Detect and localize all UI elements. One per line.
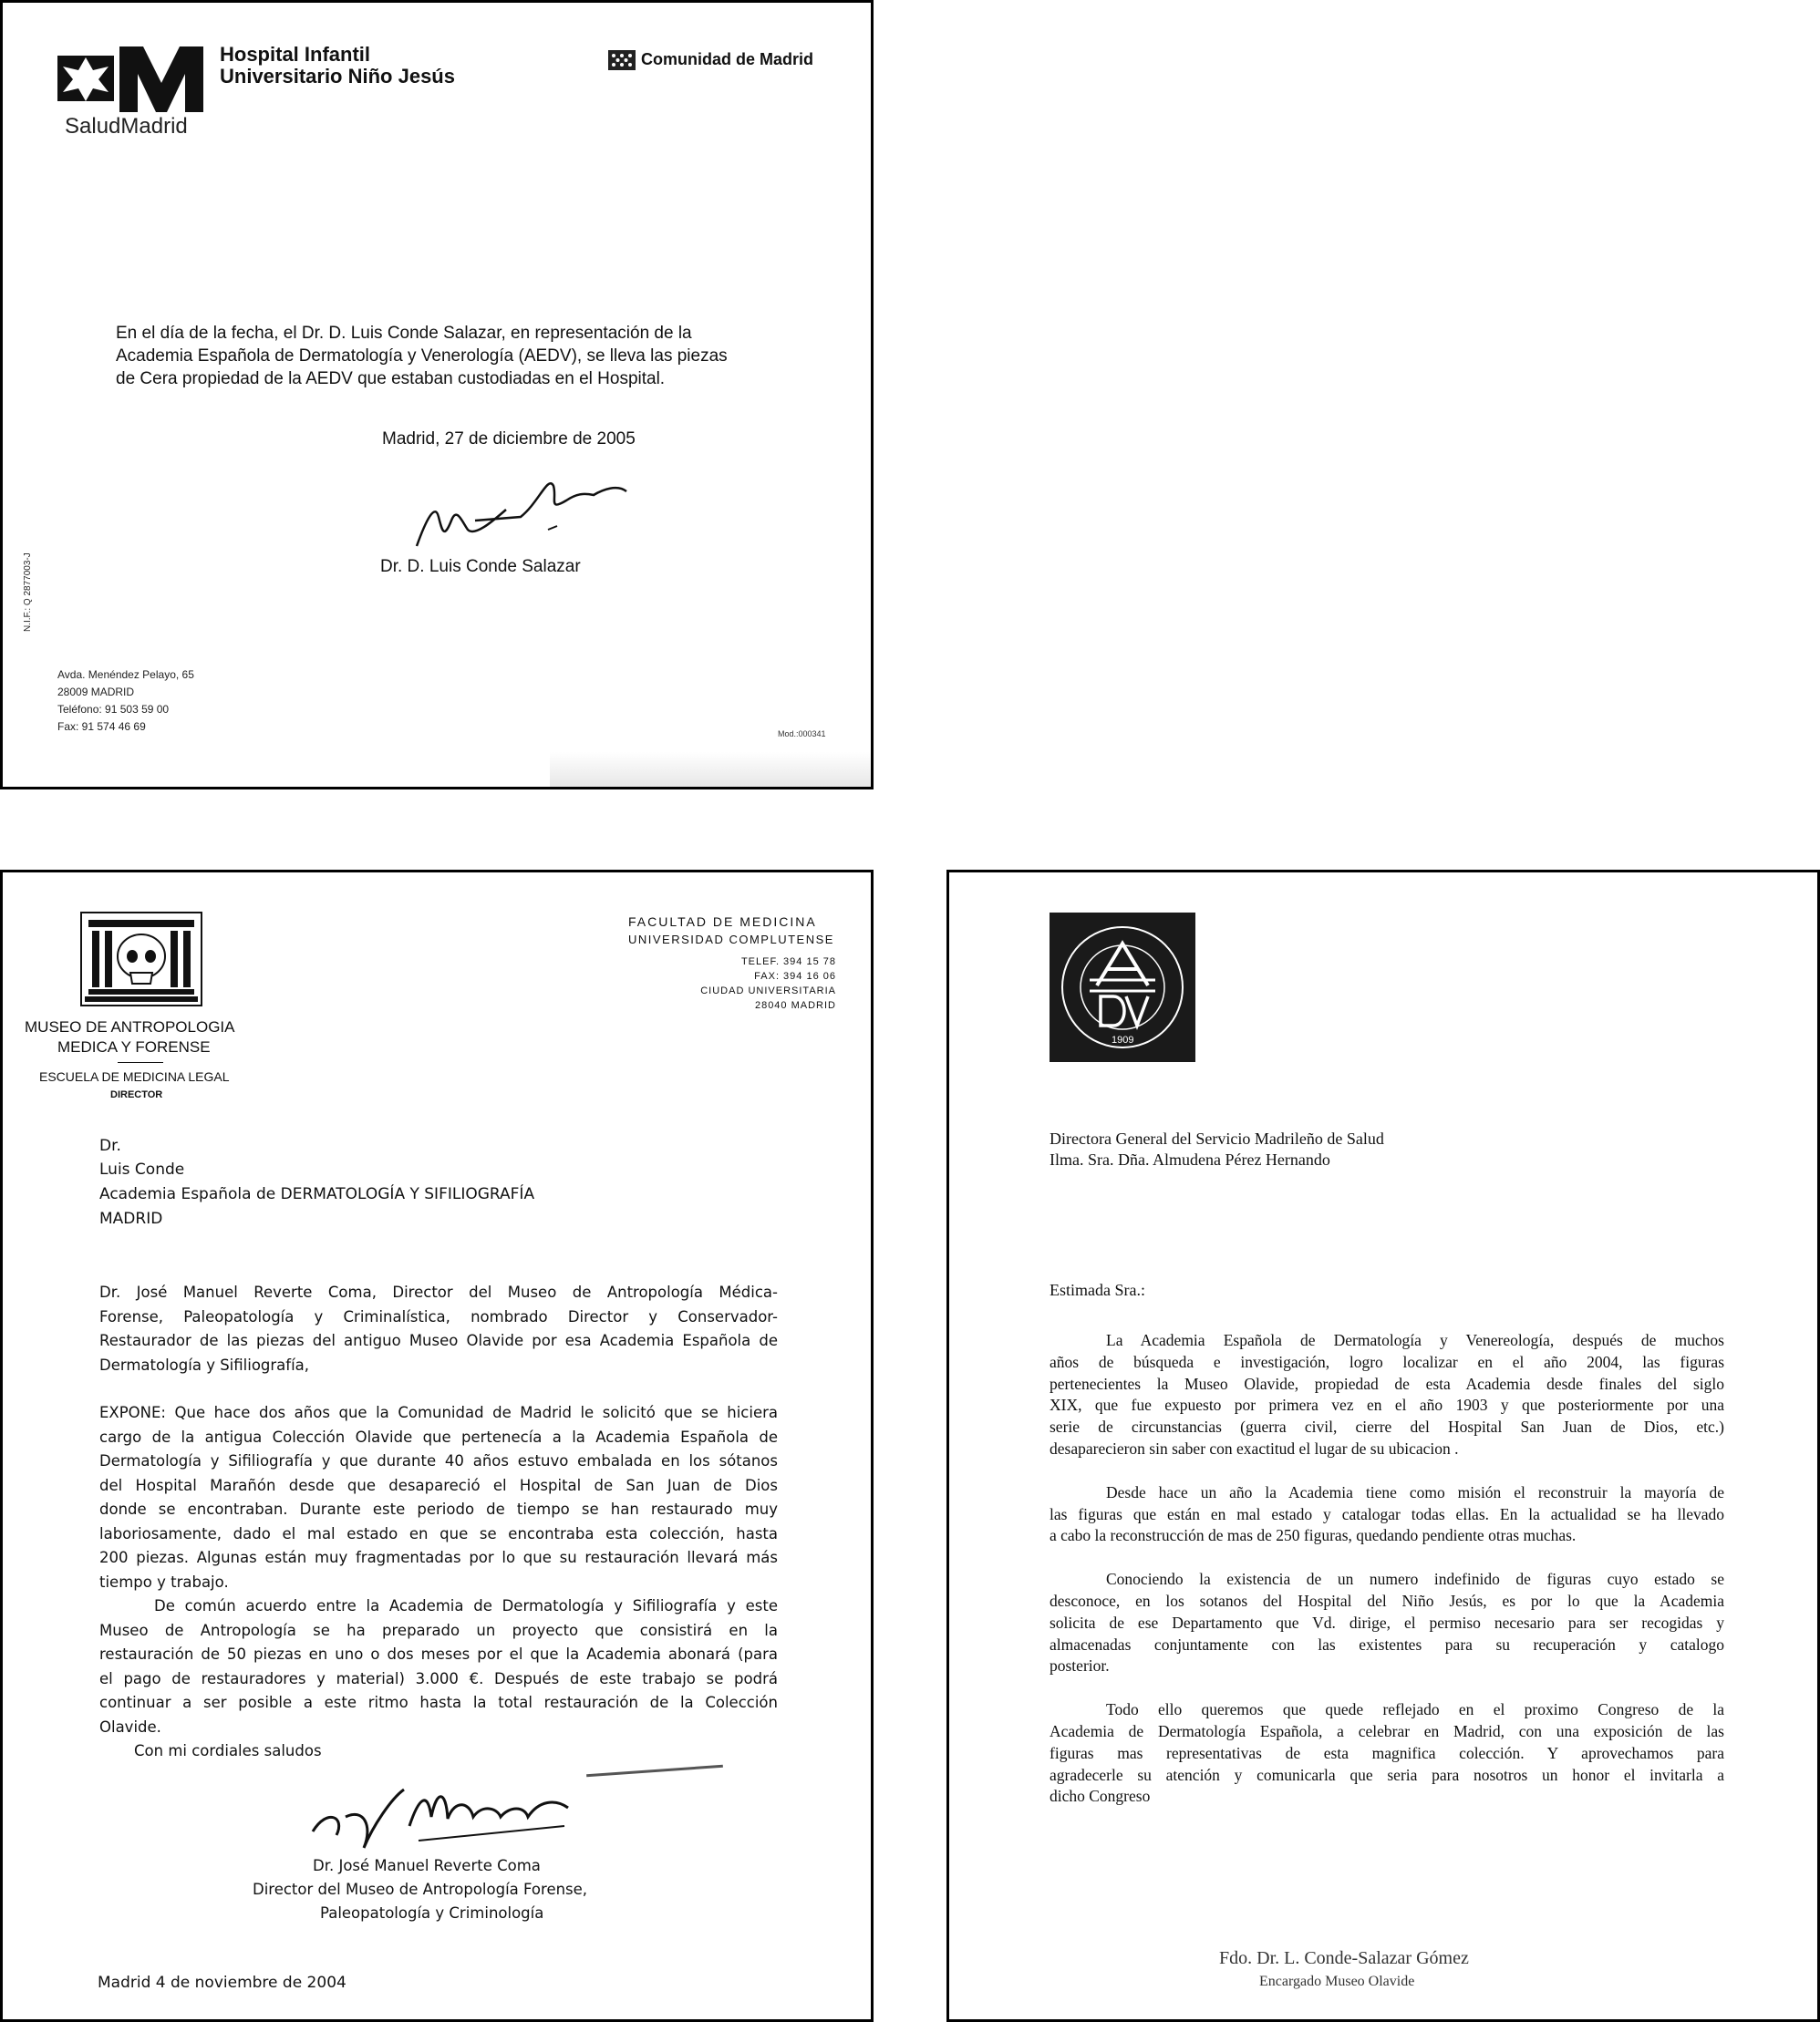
comunidad-madrid-label: Comunidad de Madrid xyxy=(641,50,813,68)
address-line: Teléfono: 91 503 59 00 xyxy=(57,703,170,716)
letter2-date: Madrid 4 de noviembre de 2004 xyxy=(98,1974,346,1992)
para1-line: XIX, que fue expuesto por primera vez en el año 1903 y que posteriormente por una xyxy=(1050,1396,1724,1415)
contact-line: CIUDAD UNIVERSITARIA xyxy=(700,985,836,996)
para3-line: restauración de 50 piezas en uno o dos meses por el que la Academia abonará (para xyxy=(99,1645,778,1663)
para1-line: Dermatología y Sifiliografía, xyxy=(99,1356,310,1374)
para2-line: EXPONE: Que hace dos años que la Comunidad de Madrid le solicitó que se hiciera xyxy=(99,1404,778,1421)
para2-line: a cabo la reconstrucción de mas de 250 figuras, quedando pendiente otras muchas. xyxy=(1050,1526,1577,1545)
para3-line: solicita de ese Departamento que Vd. dirige, el permiso necesario para ser recogidas y xyxy=(1050,1613,1724,1632)
university-name: UNIVERSIDAD COMPLUTENSE xyxy=(628,933,834,946)
address-line: 28009 MADRID xyxy=(57,686,135,698)
para3-line: desconoce, en los sotanos del Hospital del Niño Jesús, es por lo que la Academia xyxy=(1050,1591,1724,1610)
para3-line: continuar a ser posible a este ritmo hasta la total restauración de la Colección xyxy=(99,1694,778,1711)
signature-conde-salazar xyxy=(411,466,639,557)
letter-museo xyxy=(0,870,874,2022)
para2-line: del Hospital Marañón desde que desapareció el Hospital de San Juan de Dios xyxy=(99,1476,778,1494)
form-code: Mod.:000341 xyxy=(778,729,826,738)
para1-line: años de búsqueda e investigación, logro localizar en el año 2004, las figuras xyxy=(1050,1352,1724,1371)
para1-line: desaparecieron sin saber con exactitud el lugar de su ubicacion . xyxy=(1050,1439,1459,1458)
letter-hospital xyxy=(0,0,874,789)
contact-line: 28040 MADRID xyxy=(754,1000,836,1011)
para1-line: La Academia Española de Dermatología y Venereología, después de muchos xyxy=(1106,1331,1724,1349)
para1-line: Forense, Paleopatología y Criminalística, nombrado Director y Conservador- xyxy=(99,1307,778,1326)
para1-line: Restaurador de las piezas del antiguo Museo Olavide por esa Academia Española de xyxy=(99,1332,778,1349)
aedv-logo-year: 1909 xyxy=(1112,1035,1134,1046)
para2-line: 200 piezas. Algunas están muy fragmentadas por lo que su restauración llevará más xyxy=(99,1549,778,1566)
letter1-body-line: En el día de la fecha, el Dr. D. Luis Conde Salazar, en representación de la xyxy=(116,324,692,343)
letter3-signer-title: Encargado Museo Olavide xyxy=(1259,1974,1415,1989)
para2-line: Desde hace un año la Academia tiene como misión el reconstruir la mayoría de xyxy=(1106,1482,1724,1501)
para2-line: donde se encontraban. Durante este periodo de tiempo se han restaurado muy xyxy=(99,1501,778,1518)
divider xyxy=(118,1062,163,1063)
contact-line: FAX: 394 16 06 xyxy=(754,971,836,982)
letter2-signer-title: Director del Museo de Antropología Forense, xyxy=(253,1881,588,1898)
para1-line: Dr. José Manuel Reverte Coma, Director del Museo de Antropología Médica- xyxy=(99,1284,778,1301)
para3-line: De común acuerdo entre la Academia de Dermatología y Sifiliografía y este xyxy=(154,1597,778,1615)
letter-aedv xyxy=(946,870,1820,2022)
address-line: Avda. Menéndez Pelayo, 65 xyxy=(57,668,194,681)
museo-name-line2: MEDICA Y FORENSE xyxy=(57,1038,211,1056)
para3-line: Museo de Antropología se ha preparado un proyecto que consistirá en la xyxy=(99,1621,778,1639)
recipient-line: MADRID xyxy=(99,1210,163,1228)
para2-line: las figuras que están en mal estado y catalogar todas ellas. En la actualidad se ha llevado xyxy=(1050,1504,1724,1523)
hospital-name-line1: Hospital Infantil xyxy=(220,43,370,66)
para4-line: dicho Congreso xyxy=(1050,1787,1151,1806)
museo-name-line1: MUSEO DE ANTROPOLOGIA xyxy=(25,1018,235,1036)
recipient-line: Academia Española de DERMATOLOGÍA Y SIFILIOGRAFÍA xyxy=(99,1185,535,1203)
letter2-signer: Dr. José Manuel Reverte Coma xyxy=(313,1857,541,1874)
salud-madrid-logo-icon xyxy=(57,43,212,116)
para2-line: cargo de la antigua Colección Olavide que pertenecía a la Academia Española de xyxy=(99,1428,778,1446)
para3-line: almacenadas conjuntamente con las existentes para su recuperación y catalogo xyxy=(1050,1635,1724,1654)
letter1-body-line: de Cera propiedad de la AEDV que estaban custodiadas en el Hospital. xyxy=(116,369,666,388)
hospital-name-line2: Universitario Niño Jesús xyxy=(220,65,455,88)
para4-line: Todo ello queremos que quede reflejado en el proximo Congreso de la xyxy=(1106,1700,1724,1719)
letter3-body xyxy=(1050,1330,1724,1808)
director-role: DIRECTOR xyxy=(110,1089,163,1100)
para3-line: el pago de restauradores y material) 3.000 €. Después de este trabajo se podrá xyxy=(99,1669,778,1687)
comunidad-madrid-flag-icon xyxy=(608,50,636,70)
para4-line: agradecerle su atención y comunicarla que seria para nosotros un honor el invitarla a xyxy=(1050,1765,1724,1784)
faculty-name: FACULTAD DE MEDICINA xyxy=(628,914,817,929)
letter2-signer-title: Paleopatología y Criminología xyxy=(320,1904,544,1922)
recipient-line: Ilma. Sra. Dña. Almudena Pérez Hernando xyxy=(1050,1150,1330,1169)
letter1-signer: Dr. D. Luis Conde Salazar xyxy=(380,557,581,576)
greeting: Estimada Sra.: xyxy=(1050,1281,1145,1299)
para2-line: tiempo y trabajo. xyxy=(99,1573,229,1591)
para1-line: serie de circunstancias (guerra civil, cierre del Hospital San Juan de Dios, etc.) xyxy=(1050,1418,1724,1437)
para4-line: figuras mas representativas de esta magnifica colección. Y aprovechamos para xyxy=(1050,1743,1724,1762)
letter1-body-line: Academia Española de Dermatología y Venerología (AEDV), se lleva las piezas xyxy=(116,346,728,366)
closing: Con mi cordiales saludos xyxy=(134,1742,322,1759)
recipient-line: Dr. xyxy=(99,1137,121,1155)
scan-shadow xyxy=(550,752,873,789)
recipient-line: Directora General del Servicio Madrileño de Salud xyxy=(1050,1130,1384,1148)
para3-line: posterior. xyxy=(1050,1656,1110,1676)
letter2-body xyxy=(99,1281,778,1764)
nif-code: N.I.F.: Q 2877003-J xyxy=(23,552,33,632)
museo-building-skull-logo-icon xyxy=(79,911,203,1007)
para2-line: Dermatología y Sifiliografía y que durante 40 años estuvo embalada en los sótanos xyxy=(99,1452,778,1470)
signature-reverte-coma xyxy=(309,1780,574,1853)
address-line: Fax: 91 574 46 69 xyxy=(57,720,146,733)
para3-line: Conociendo la existencia de un numero indefinido de figuras cuyo estado se xyxy=(1106,1570,1724,1589)
contact-line: TELEF. 394 15 78 xyxy=(740,956,836,967)
letter1-date: Madrid, 27 de diciembre de 2005 xyxy=(382,429,636,449)
para1-line: pertenecientes la Museo Olavide, propiedad de esta Academia desde finales del siglo xyxy=(1050,1374,1724,1393)
letter3-signer: Fdo. Dr. L. Conde-Salazar Gómez xyxy=(1219,1948,1469,1968)
para4-line: Academia de Dermatología Española, a celebrar en Madrid, con una exposición de las xyxy=(1050,1721,1724,1740)
scan-streak xyxy=(586,1765,723,1777)
salud-madrid-brand: SaludMadrid xyxy=(65,114,188,139)
recipient-line: Luis Conde xyxy=(99,1161,185,1179)
escuela-medicina-legal: ESCUELA DE MEDICINA LEGAL xyxy=(39,1069,230,1084)
para3-line: Olavide. xyxy=(99,1718,161,1736)
para2-line: laboriosamente, dado el mal estado en que se encontraba esta colección, hasta xyxy=(99,1524,778,1542)
